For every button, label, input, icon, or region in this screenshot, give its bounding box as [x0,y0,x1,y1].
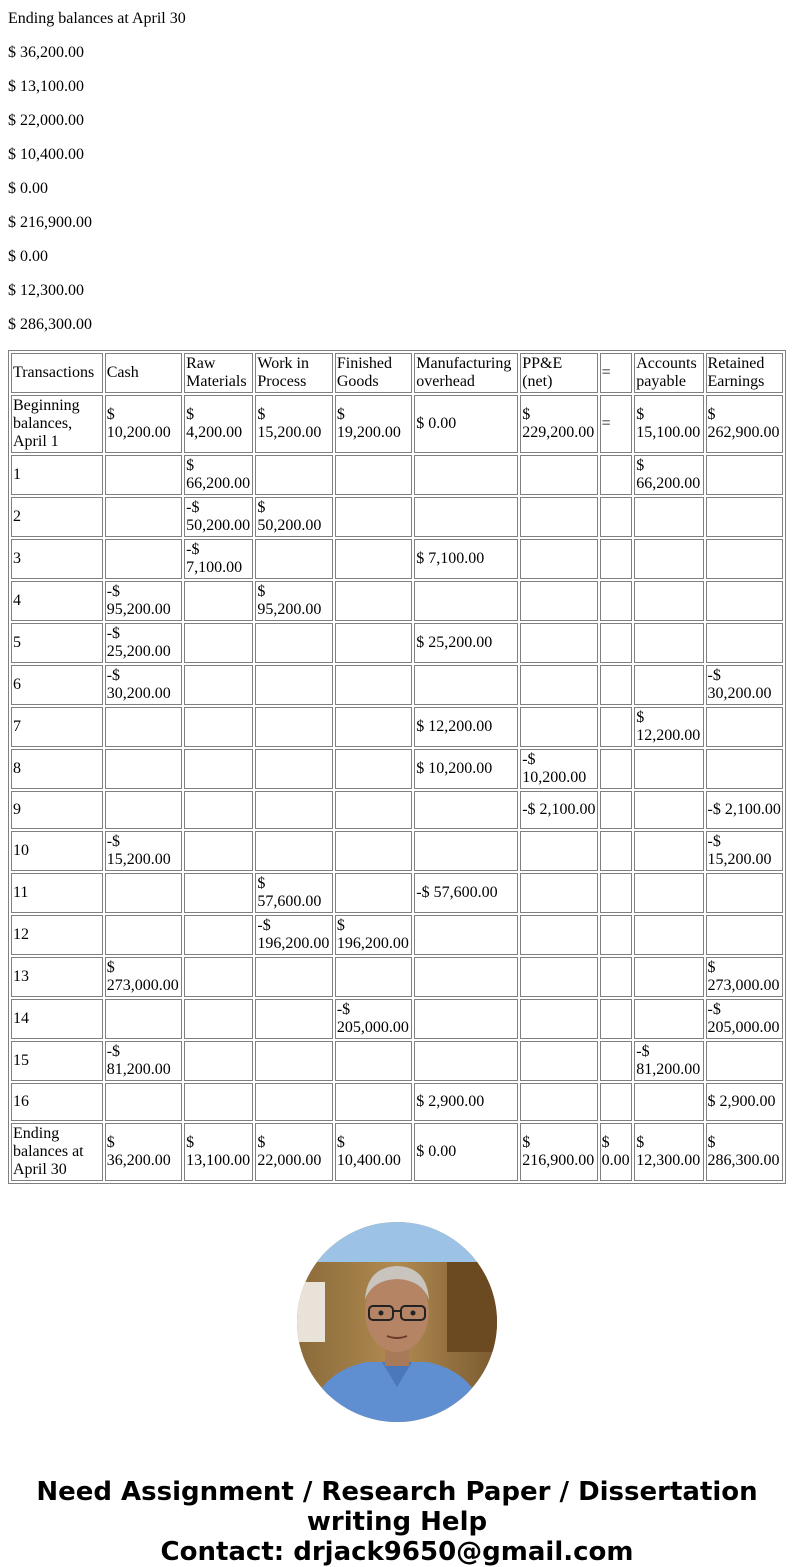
table-cell [600,455,633,495]
table-cell [255,749,332,789]
transaction-label-cell: 10 [11,831,103,871]
summary-line: $ 12,300.00 [8,282,84,299]
table-cell: $ 12,300.00 [634,1123,703,1181]
table-cell [520,581,597,621]
table-row [11,623,783,663]
table-cell [414,957,518,997]
table-cell [600,831,633,871]
promo-banner [0,1477,794,1567]
table-cell [634,957,703,997]
transaction-label-cell: 16 [11,1083,103,1121]
table-cell: -$ 205,000.00 [335,999,412,1039]
table-cell [335,581,412,621]
avatar-container [0,1222,794,1427]
table-cell [634,791,703,829]
table-cell [414,455,518,495]
column-header: Raw Materials [184,353,253,393]
table-cell [255,831,332,871]
transaction-label-cell: 6 [11,665,103,705]
table-cell: $ 15,100.00 [634,395,703,453]
column-header: Transactions [11,353,103,393]
table-cell: $ 10,400.00 [335,1123,412,1181]
table-row [11,1041,783,1081]
table-row [11,455,783,495]
table-cell [335,665,412,705]
table-cell [634,873,703,913]
promo-contact: Contact: drjack9650@gmail.com [160,1537,634,1567]
table-cell [335,957,412,997]
table-cell [600,999,633,1039]
transaction-label-cell: 4 [11,581,103,621]
table-cell [184,749,253,789]
table-cell: -$ 81,200.00 [105,1041,182,1081]
table-cell [706,539,783,579]
summary-line: $ 0.00 [8,180,48,197]
table-row [11,791,783,829]
transaction-label-cell: Ending balances at April 30 [11,1123,103,1181]
table-cell [105,455,182,495]
table-cell [184,999,253,1039]
table-row [11,831,783,871]
table-cell: $ 216,900.00 [520,1123,597,1181]
table-cell [335,749,412,789]
table-cell [634,999,703,1039]
table-cell [184,791,253,829]
table-cell [414,791,518,829]
table-cell [520,665,597,705]
table-cell: $ 196,200.00 [335,915,412,955]
transaction-label-cell: 12 [11,915,103,955]
summary-line: $ 216,900.00 [8,214,92,231]
table-cell [414,497,518,537]
table-cell [184,665,253,705]
table-cell [600,1083,633,1121]
table-cell [634,915,703,955]
table-header-row [11,353,783,393]
transaction-label-cell: 9 [11,791,103,829]
table-cell [600,1041,633,1081]
table-cell: $ 0.00 [414,395,518,453]
transaction-label-cell: 2 [11,497,103,537]
table-cell: $ 273,000.00 [706,957,783,997]
transaction-label-cell: 14 [11,999,103,1039]
table-cell [600,707,633,747]
promo-line: Need Assignment / Research Paper / Dissertation [36,1477,758,1507]
table-cell [600,957,633,997]
author-avatar [297,1222,497,1422]
table-cell [520,999,597,1039]
table-row [11,749,783,789]
table-cell: -$ 2,100.00 [520,791,597,829]
table-cell: $ 19,200.00 [335,395,412,453]
table-cell [335,831,412,871]
table-cell [634,497,703,537]
table-cell [600,623,633,663]
table-cell [634,749,703,789]
table-cell: -$ 30,200.00 [105,665,182,705]
table-cell [600,497,633,537]
table-cell [520,623,597,663]
summary-line: $ 13,100.00 [8,78,84,95]
table-cell [600,539,633,579]
table-cell: $ 4,200.00 [184,395,253,453]
promo-line: writing Help [306,1507,488,1537]
summary-line: $ 36,200.00 [8,44,84,61]
table-cell [255,999,332,1039]
table-cell [634,831,703,871]
table-cell [634,1083,703,1121]
table-cell [706,497,783,537]
column-header: PP&E (net) [520,353,597,393]
table-cell [414,999,518,1039]
table-cell [414,1041,518,1081]
table-row [11,999,783,1039]
table-cell [255,707,332,747]
table-cell: -$ 95,200.00 [105,581,182,621]
table-cell [105,999,182,1039]
table-cell [520,915,597,955]
table-cell [600,873,633,913]
table-cell: -$ 205,000.00 [706,999,783,1039]
table-cell [255,957,332,997]
table-cell [255,665,332,705]
table-cell [706,623,783,663]
table-cell: = [600,395,633,453]
table-row [11,915,783,955]
table-cell: $ 10,200.00 [105,395,182,453]
table-cell [600,749,633,789]
table-cell: $ 66,200.00 [184,455,253,495]
table-row [11,497,783,537]
table-row [11,395,783,453]
table-cell: $ 273,000.00 [105,957,182,997]
table-cell [105,1083,182,1121]
table-cell [706,455,783,495]
table-cell [520,707,597,747]
table-cell [520,873,597,913]
table-cell [335,455,412,495]
summary-line: $ 22,000.00 [8,112,84,129]
table-cell [184,873,253,913]
author-portrait-image [297,1222,497,1422]
transaction-label-cell: 1 [11,455,103,495]
table-cell [335,873,412,913]
table-cell [184,707,253,747]
table-cell [706,873,783,913]
table-cell [706,1041,783,1081]
transaction-label-cell: 8 [11,749,103,789]
table-cell [634,623,703,663]
table-cell [634,665,703,705]
table-cell [520,455,597,495]
table-cell: -$ 15,200.00 [105,831,182,871]
table-cell [706,749,783,789]
table-cell [414,831,518,871]
table-cell: -$ 81,200.00 [634,1041,703,1081]
table-cell [335,1083,412,1121]
table-cell: $ 57,600.00 [255,873,332,913]
table-row [11,873,783,913]
table-cell: $ 50,200.00 [255,497,332,537]
table-cell [105,915,182,955]
table-cell [520,1041,597,1081]
table-cell [634,539,703,579]
table-cell [184,831,253,871]
table-cell [105,707,182,747]
table-cell [184,957,253,997]
table-cell [255,623,332,663]
table-cell: -$ 7,100.00 [184,539,253,579]
table-cell: $ 2,900.00 [706,1083,783,1121]
table-cell [600,665,633,705]
table-cell [184,1041,253,1081]
table-cell: -$ 50,200.00 [184,497,253,537]
table-cell: -$ 30,200.00 [706,665,783,705]
table-cell [520,1083,597,1121]
table-cell [706,707,783,747]
table-cell [600,915,633,955]
table-cell: -$ 10,200.00 [520,749,597,789]
column-header: Cash [105,353,182,393]
column-header: Retained Earnings [706,353,783,393]
table-cell: -$ 25,200.00 [105,623,182,663]
table-cell [414,915,518,955]
table-cell [600,581,633,621]
table-cell: $ 66,200.00 [634,455,703,495]
column-header: Work in Process [255,353,332,393]
transaction-label-cell: 7 [11,707,103,747]
table-cell [184,1083,253,1121]
table-row [11,581,783,621]
table-row [11,539,783,579]
table-cell [520,831,597,871]
table-cell [105,749,182,789]
transactions-table [8,350,786,1184]
table-cell [520,539,597,579]
table-cell: $ 22,000.00 [255,1123,332,1181]
table-cell [520,497,597,537]
table-cell: $ 262,900.00 [706,395,783,453]
column-header: Manufacturing overhead [414,353,518,393]
table-cell: $ 7,100.00 [414,539,518,579]
table-cell: -$ 2,100.00 [706,791,783,829]
table-cell [184,915,253,955]
table-cell: $ 36,200.00 [105,1123,182,1181]
table-cell [255,1041,332,1081]
table-cell: $ 13,100.00 [184,1123,253,1181]
table-cell [335,707,412,747]
table-cell [335,791,412,829]
table-cell: $ 12,200.00 [414,707,518,747]
table-cell [105,873,182,913]
table-cell [255,539,332,579]
table-cell [335,539,412,579]
table-row [11,1123,783,1181]
transaction-label-cell: 5 [11,623,103,663]
table-cell [255,791,332,829]
table-cell [600,791,633,829]
table-cell [105,497,182,537]
table-cell: $ 286,300.00 [706,1123,783,1181]
table-cell: $ 229,200.00 [520,395,597,453]
table-cell [335,1041,412,1081]
table-cell [184,581,253,621]
table-cell [706,915,783,955]
table-row [11,957,783,997]
table-cell [414,581,518,621]
table-row [11,665,783,705]
transaction-label-cell: 11 [11,873,103,913]
table-cell: -$ 57,600.00 [414,873,518,913]
table-cell: $ 10,200.00 [414,749,518,789]
table-cell [255,455,332,495]
table-cell: $ 25,200.00 [414,623,518,663]
table-cell [335,497,412,537]
table-cell [335,623,412,663]
table-row [11,1083,783,1121]
summary-line: $ 286,300.00 [8,316,92,333]
transaction-label-cell: 3 [11,539,103,579]
column-header: = [600,353,633,393]
transaction-label-cell: 13 [11,957,103,997]
table-row [11,707,783,747]
transaction-label-cell: 15 [11,1041,103,1081]
table-cell: $ 15,200.00 [255,395,332,453]
table-cell [634,581,703,621]
table-cell [520,957,597,997]
table-cell: -$ 15,200.00 [706,831,783,871]
table-cell [184,623,253,663]
column-header: Finished Goods [335,353,412,393]
table-cell: $ 0.00 [414,1123,518,1181]
table-cell: $ 0.00 [600,1123,633,1181]
summary-line: $ 0.00 [8,248,48,265]
table-cell [105,791,182,829]
transaction-label-cell: Beginning balances, April 1 [11,395,103,453]
table-cell: $ 2,900.00 [414,1083,518,1121]
table-cell: $ 95,200.00 [255,581,332,621]
table-cell [414,665,518,705]
summary-heading: Ending balances at April 30 [8,10,186,27]
table-cell: -$ 196,200.00 [255,915,332,955]
column-header: Accounts payable [634,353,703,393]
table-cell [706,581,783,621]
table-cell [255,1083,332,1121]
table-cell [105,539,182,579]
summary-line: $ 10,400.00 [8,146,84,163]
table-cell: $ 12,200.00 [634,707,703,747]
